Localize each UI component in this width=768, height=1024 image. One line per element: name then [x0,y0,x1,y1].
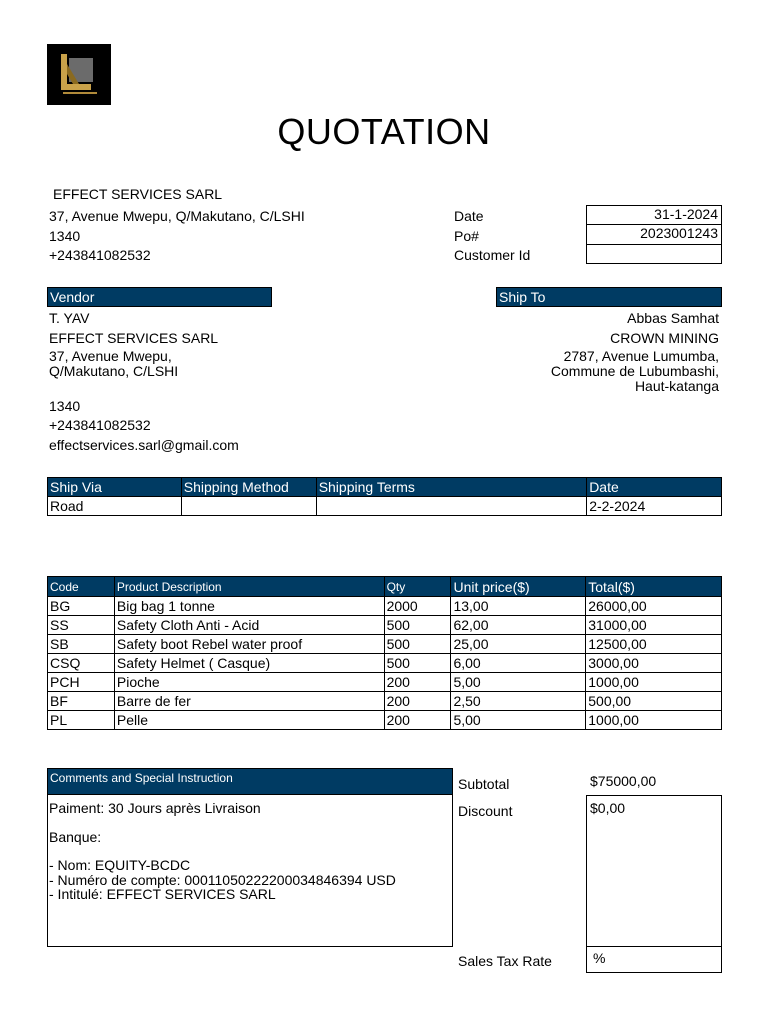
subtotal-value: $75000,00 [590,773,657,789]
discount-value: $0,00 [590,800,626,816]
ship-via-header: Ship Via [48,478,182,497]
shipping-table [47,477,722,516]
vendor-contact: T. YAV [49,310,90,326]
table-row [48,616,722,635]
company-logo [47,44,111,105]
comments-box [47,794,453,947]
item-code: BG [48,597,115,616]
item-total: 31000,00 [586,616,722,635]
description-header: Product Description [114,577,384,597]
qty-header: Qty [384,577,451,597]
document-title: QUOTATION [277,111,491,152]
item-total: 12500,00 [586,635,722,654]
item-code: PCH [48,673,115,692]
item-qty: 500 [384,654,451,673]
item-description: Safety boot Rebel water proof [114,635,384,654]
ship-date-value: 2-2-2024 [587,497,722,516]
table-row [48,692,722,711]
item-qty: 200 [384,692,451,711]
item-unit-price: 62,00 [451,616,586,635]
ship-to-name: CROWN MINING [610,330,719,346]
table-row [48,711,722,730]
item-description: Safety Helmet ( Casque) [114,654,384,673]
total-header: Total($) [586,577,722,597]
ship-to-address: 2787, Avenue Lumumba, Commune de Lubumbashi, Haut-katanga [550,348,719,394]
item-code: SS [48,616,115,635]
table-row [48,654,722,673]
customer-id-label: Customer Id [454,247,531,263]
item-unit-price: 6,00 [451,654,586,673]
item-code: PL [48,711,115,730]
customer-id-field [586,244,722,264]
ship-to-header: Ship To [496,287,722,307]
item-description: Pioche [114,673,384,692]
item-description: Barre de fer [114,692,384,711]
code-header: Code [48,577,115,597]
item-total: 1000,00 [586,673,722,692]
shipping-method-header: Shipping Method [181,478,316,497]
item-total: 1000,00 [586,711,722,730]
table-row [48,597,722,616]
ship-date-header: Date [587,478,722,497]
item-unit-price: 2,50 [451,692,586,711]
item-qty: 200 [384,673,451,692]
bank-label: Banque: [49,829,102,845]
company-address: 37, Avenue Mwepu, Q/Makutano, C/LSHI [49,208,305,224]
item-code: SB [48,635,115,654]
date-field: 31-1-2024 [586,205,722,225]
company-postal: 1340 [49,228,81,244]
vendor-address: 37, Avenue Mwepu, Q/Makutano, C/LSHI [49,348,179,379]
date-label: Date [454,208,484,224]
item-unit-price: 25,00 [451,635,586,654]
table-row [48,635,722,654]
vendor-email: effectservices.sarl@gmail.com [49,437,239,453]
tax-rate-label: Sales Tax Rate [458,953,552,969]
item-total: 26000,00 [586,597,722,616]
shipping-terms-value [316,497,587,516]
item-description: Pelle [114,711,384,730]
item-qty: 500 [384,616,451,635]
tax-rate-box [586,946,722,973]
shipping-method-value [181,497,316,516]
vendor-phone: +243841082532 [49,417,151,433]
ship-to-contact: Abbas Samhat [627,310,719,326]
company-phone: +243841082532 [49,247,151,263]
item-unit-price: 5,00 [451,673,586,692]
tax-rate-value: % [593,950,606,966]
subtotal-label: Subtotal [458,776,510,792]
shipping-terms-header: Shipping Terms [316,478,587,497]
item-qty: 500 [384,635,451,654]
item-total: 500,00 [586,692,722,711]
item-total: 3000,00 [586,654,722,673]
discount-label: Discount [458,803,513,819]
item-unit-price: 13,00 [451,597,586,616]
item-description: Safety Cloth Anti - Acid [114,616,384,635]
item-description: Big bag 1 tonne [114,597,384,616]
item-code: BF [48,692,115,711]
po-field: 2023001243 [586,225,722,245]
unit-price-header: Unit price($) [451,577,586,597]
bank-details: - Nom: EQUITY-BCDC - Numéro de compte: 00011050222200034846394 USD - Intitulé: EFFECT SERVICES SARL [49,857,396,902]
item-code: CSQ [48,654,115,673]
ship-via-value: Road [48,497,182,516]
discount-box [586,795,722,947]
item-qty: 2000 [384,597,451,616]
po-label: Po# [454,228,479,244]
table-row [48,673,722,692]
vendor-name: EFFECT SERVICES SARL [49,330,219,346]
vendor-postal: 1340 [49,398,81,414]
payment-terms: Paiment: 30 Jours après Livraison [49,800,261,816]
comments-header: Comments and Special Instruction [47,768,453,795]
item-unit-price: 5,00 [451,711,586,730]
items-table [47,576,722,730]
item-qty: 200 [384,711,451,730]
vendor-header: Vendor [47,287,272,307]
company-name: EFFECT SERVICES SARL [53,186,223,202]
